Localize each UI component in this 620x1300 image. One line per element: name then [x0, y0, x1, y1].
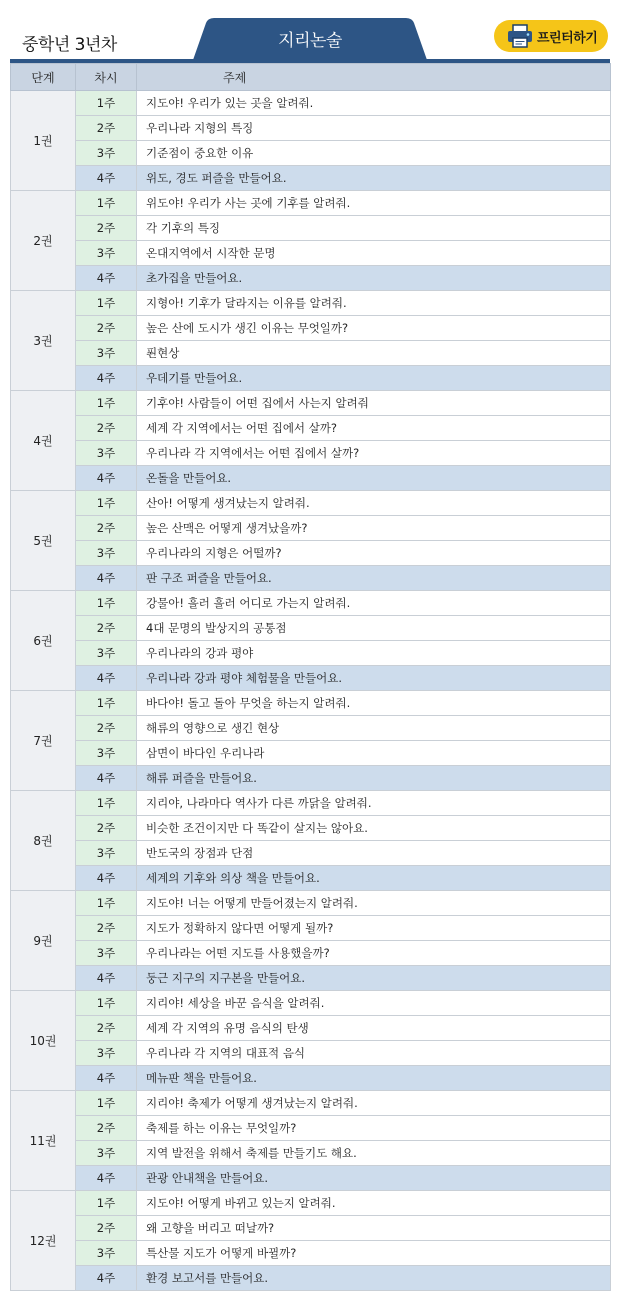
table-row [11, 916, 611, 941]
week-cell: 1주 [76, 991, 137, 1016]
topic-cell: 세계 각 지역에서는 어떤 집에서 살까? [137, 416, 611, 441]
week-cell: 1주 [76, 191, 137, 216]
topic-cell: 반도국의 장점과 단점 [137, 841, 611, 866]
topic-cell: 판 구조 퍼즐을 만들어요. [137, 566, 611, 591]
table-row [11, 1066, 611, 1091]
topic-cell: 높은 산맥은 어떻게 생겨났을까? [137, 516, 611, 541]
column-header-topic: 주제 [137, 64, 611, 91]
table-row [11, 491, 611, 516]
week-cell: 3주 [76, 941, 137, 966]
table-row [11, 1141, 611, 1166]
week-cell: 4주 [76, 166, 137, 191]
table-row [11, 1241, 611, 1266]
week-cell: 4주 [76, 1266, 137, 1291]
table-row [11, 266, 611, 291]
curriculum-table-container [10, 63, 610, 1291]
week-cell: 3주 [76, 841, 137, 866]
table-row [11, 191, 611, 216]
volume-cell: 4권 [11, 391, 76, 491]
topic-cell: 지형아! 기후가 달라지는 이유를 알려줘. [137, 291, 611, 316]
print-button-label: 프린터하기 [537, 30, 598, 46]
week-cell: 1주 [76, 1091, 137, 1116]
topic-cell: 왜 고향을 버리고 떠날까? [137, 1216, 611, 1241]
week-cell: 3주 [76, 741, 137, 766]
table-row [11, 291, 611, 316]
table-row [11, 516, 611, 541]
topic-cell: 우리나라 지형의 특징 [137, 116, 611, 141]
week-cell: 4주 [76, 266, 137, 291]
table-row [11, 941, 611, 966]
table-row [11, 166, 611, 191]
week-cell: 2주 [76, 416, 137, 441]
topic-cell: 해류 퍼즐을 만들어요. [137, 766, 611, 791]
topic-cell: 비슷한 조건이지만 다 똑같이 살지는 않아요. [137, 816, 611, 841]
volume-cell: 6권 [11, 591, 76, 691]
table-row [11, 666, 611, 691]
week-cell: 2주 [76, 1116, 137, 1141]
week-cell: 2주 [76, 516, 137, 541]
topic-cell: 둥근 지구의 지구본을 만들어요. [137, 966, 611, 991]
week-cell: 3주 [76, 641, 137, 666]
week-cell: 4주 [76, 666, 137, 691]
page-header [0, 0, 620, 62]
topic-cell: 푄현상 [137, 341, 611, 366]
week-cell: 4주 [76, 466, 137, 491]
table-row [11, 1116, 611, 1141]
week-cell: 1주 [76, 591, 137, 616]
volume-cell: 2권 [11, 191, 76, 291]
week-cell: 3주 [76, 341, 137, 366]
volume-cell: 1권 [11, 91, 76, 191]
table-row [11, 891, 611, 916]
table-row [11, 791, 611, 816]
week-cell: 2주 [76, 1216, 137, 1241]
volume-cell: 5권 [11, 491, 76, 591]
topic-cell: 우리나라 각 지역에서는 어떤 집에서 살까? [137, 441, 611, 466]
table-row [11, 641, 611, 666]
curriculum-table [10, 63, 611, 1291]
table-row [11, 616, 611, 641]
volume-cell: 3권 [11, 291, 76, 391]
week-cell: 4주 [76, 966, 137, 991]
topic-cell: 특산물 지도가 어떻게 바뀔까? [137, 1241, 611, 1266]
week-cell: 1주 [76, 291, 137, 316]
table-row [11, 866, 611, 891]
topic-cell: 지도야! 어떻게 바뀌고 있는지 알려줘. [137, 1191, 611, 1216]
topic-cell: 산아! 어떻게 생겨났는지 알려줘. [137, 491, 611, 516]
table-body [11, 91, 611, 1291]
topic-cell: 세계의 기후와 의상 책을 만들어요. [137, 866, 611, 891]
week-cell: 4주 [76, 866, 137, 891]
table-row [11, 1266, 611, 1291]
topic-cell: 높은 산에 도시가 생긴 이유는 무엇일까? [137, 316, 611, 341]
table-row [11, 91, 611, 116]
topic-cell: 온돌을 만들어요. [137, 466, 611, 491]
topic-cell: 위도야! 우리가 사는 곳에 기후를 알려줘. [137, 191, 611, 216]
week-cell: 2주 [76, 116, 137, 141]
table-row [11, 391, 611, 416]
table-row [11, 841, 611, 866]
topic-cell: 지리야! 축제가 어떻게 생겨났는지 알려줘. [137, 1091, 611, 1116]
table-row [11, 541, 611, 566]
table-row [11, 116, 611, 141]
topic-cell: 환경 보고서를 만들어요. [137, 1266, 611, 1291]
table-row [11, 1016, 611, 1041]
topic-cell: 우리나라 강과 평야 체험물을 만들어요. [137, 666, 611, 691]
table-row [11, 566, 611, 591]
week-cell: 4주 [76, 1066, 137, 1091]
topic-cell: 지리야, 나라마다 역사가 다른 까닭을 알려줘. [137, 791, 611, 816]
table-row [11, 1041, 611, 1066]
table-row [11, 441, 611, 466]
table-row [11, 716, 611, 741]
topic-cell: 우리나라의 지형은 어떨까? [137, 541, 611, 566]
topic-cell: 지도야! 너는 어떻게 만들어졌는지 알려줘. [137, 891, 611, 916]
week-cell: 3주 [76, 541, 137, 566]
topic-cell: 바다야! 돌고 돌아 무엇을 하는지 알려줘. [137, 691, 611, 716]
topic-cell: 우데기를 만들어요. [137, 366, 611, 391]
topic-cell: 강물아! 흘러 흘러 어디로 가는지 알려줘. [137, 591, 611, 616]
table-row [11, 766, 611, 791]
topic-cell: 지도야! 우리가 있는 곳을 알려줘. [137, 91, 611, 116]
volume-cell: 7권 [11, 691, 76, 791]
table-row [11, 741, 611, 766]
column-header-session: 차시 [76, 64, 137, 91]
topic-cell: 우리나라의 강과 평야 [137, 641, 611, 666]
week-cell: 1주 [76, 691, 137, 716]
week-cell: 3주 [76, 441, 137, 466]
table-row [11, 691, 611, 716]
topic-cell: 4대 문명의 발상지의 공통점 [137, 616, 611, 641]
week-cell: 1주 [76, 891, 137, 916]
page-title: 지리논술 [278, 31, 342, 51]
table-row [11, 216, 611, 241]
week-cell: 3주 [76, 1141, 137, 1166]
week-cell: 2주 [76, 816, 137, 841]
week-cell: 2주 [76, 716, 137, 741]
week-cell: 1주 [76, 491, 137, 516]
print-button[interactable] [494, 20, 608, 52]
table-row [11, 416, 611, 441]
topic-cell: 세계 각 지역의 유명 음식의 탄생 [137, 1016, 611, 1041]
week-cell: 3주 [76, 241, 137, 266]
week-cell: 3주 [76, 1041, 137, 1066]
topic-cell: 기준점이 중요한 이유 [137, 141, 611, 166]
table-row [11, 1091, 611, 1116]
week-cell: 2주 [76, 316, 137, 341]
volume-cell: 11권 [11, 1091, 76, 1191]
week-cell: 3주 [76, 1241, 137, 1266]
week-cell: 4주 [76, 766, 137, 791]
topic-cell: 지리야! 세상을 바꾼 음식을 알려줘. [137, 991, 611, 1016]
topic-cell: 위도, 경도 퍼즐을 만들어요. [137, 166, 611, 191]
topic-cell: 삼면이 바다인 우리나라 [137, 741, 611, 766]
table-row [11, 966, 611, 991]
topic-cell: 축제를 하는 이유는 무엇일까? [137, 1116, 611, 1141]
table-row [11, 1216, 611, 1241]
week-cell: 4주 [76, 566, 137, 591]
week-cell: 2주 [76, 1016, 137, 1041]
printer-icon [506, 23, 534, 49]
topic-cell: 지역 발전을 위해서 축제를 만들기도 해요. [137, 1141, 611, 1166]
week-cell: 4주 [76, 366, 137, 391]
topic-cell: 관광 안내책을 만들어요. [137, 1166, 611, 1191]
topic-cell: 메뉴판 책을 만들어요. [137, 1066, 611, 1091]
topic-cell: 우리나라 각 지역의 대표적 음식 [137, 1041, 611, 1066]
topic-cell: 기후야! 사람들이 어떤 집에서 사는지 알려줘 [137, 391, 611, 416]
volume-cell: 12권 [11, 1191, 76, 1291]
table-row [11, 466, 611, 491]
table-row [11, 991, 611, 1016]
table-row [11, 366, 611, 391]
topic-cell: 초가집을 만들어요. [137, 266, 611, 291]
week-cell: 1주 [76, 91, 137, 116]
week-cell: 3주 [76, 141, 137, 166]
week-cell: 1주 [76, 1191, 137, 1216]
grade-label: 중학년 3년차 [22, 35, 117, 55]
week-cell: 2주 [76, 616, 137, 641]
topic-cell: 각 기후의 특징 [137, 216, 611, 241]
week-cell: 4주 [76, 1166, 137, 1191]
topic-cell: 해류의 영향으로 생긴 현상 [137, 716, 611, 741]
week-cell: 2주 [76, 216, 137, 241]
topic-cell: 우리나라는 어떤 지도를 사용했을까? [137, 941, 611, 966]
table-row [11, 1166, 611, 1191]
topic-cell: 지도가 정확하지 않다면 어떻게 될까? [137, 916, 611, 941]
table-row [11, 591, 611, 616]
table-row [11, 241, 611, 266]
volume-cell: 10권 [11, 991, 76, 1091]
table-row [11, 816, 611, 841]
table-row [11, 316, 611, 341]
week-cell: 1주 [76, 791, 137, 816]
week-cell: 1주 [76, 391, 137, 416]
volume-cell: 8권 [11, 791, 76, 891]
table-row [11, 1191, 611, 1216]
table-row [11, 141, 611, 166]
week-cell: 2주 [76, 916, 137, 941]
column-header-stage: 단계 [11, 64, 76, 91]
table-row [11, 341, 611, 366]
table-header-row [11, 64, 611, 91]
volume-cell: 9권 [11, 891, 76, 991]
topic-cell: 온대지역에서 시작한 문명 [137, 241, 611, 266]
